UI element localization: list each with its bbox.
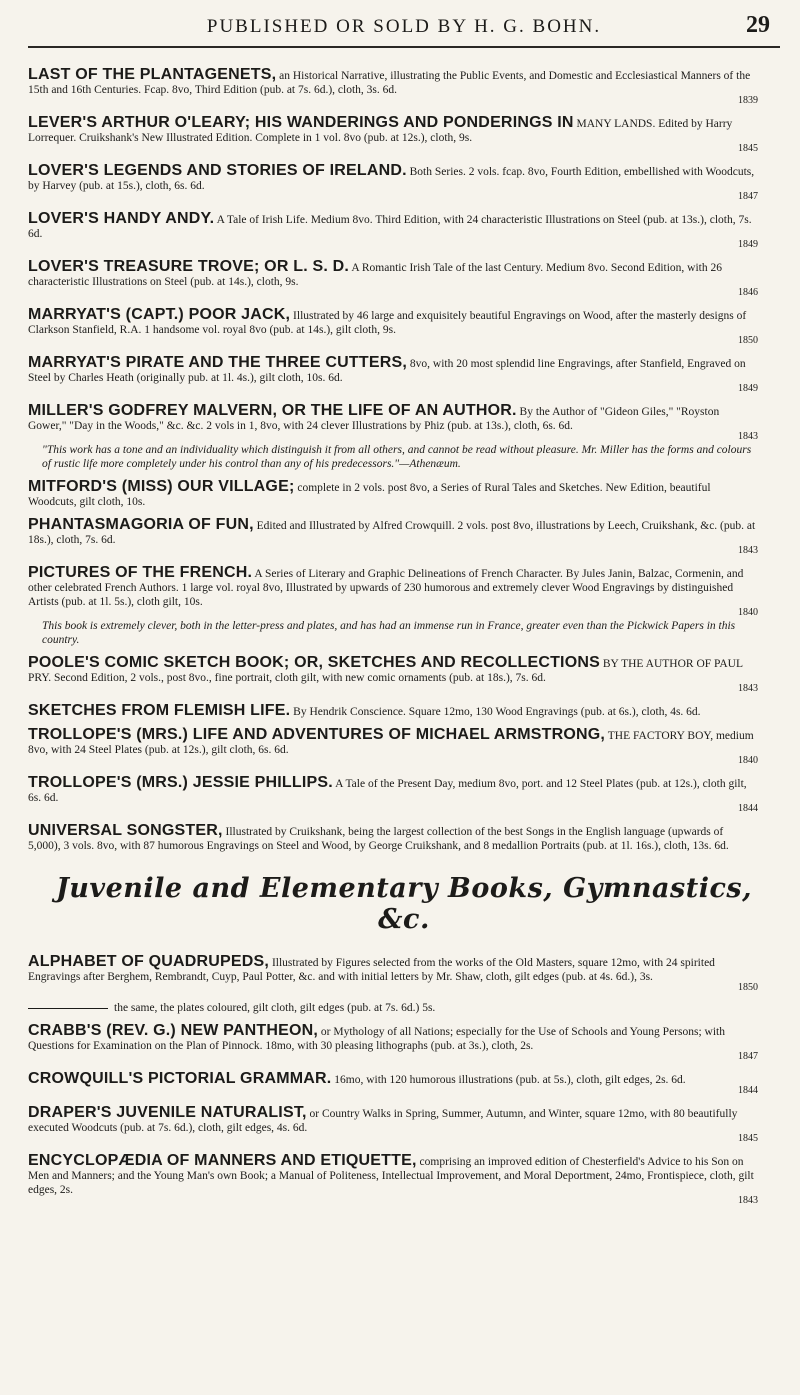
entry-text	[28, 953, 758, 984]
entry-text	[28, 1022, 758, 1053]
entry-date: 1843	[738, 683, 758, 694]
entry-description: or Mythology of all Nations; especially for the Use of Schools and Young Persons; with Questions for Examination on the Plan of Pinnock. 18mo, with 30 pleasing lithographs (pub. at 3s.), cloth, 2s.	[28, 1026, 725, 1052]
catalogue-entry	[28, 258, 780, 299]
entry-title: MARRYAT'S (CAPT.) POOR JACK,	[28, 306, 291, 323]
entry-title: CRABB'S (REV. G.) NEW PANTHEON,	[28, 1022, 319, 1039]
entry-title: LEVER'S ARTHUR O'LEARY; HIS WANDERINGS AND PONDERINGS IN	[28, 114, 574, 131]
entry-date: 1845	[738, 143, 758, 154]
entry-description: By Hendrik Conscience. Square 12mo, 130 Wood Engravings (pub. at 6s.), cloth, 4s. 6d.	[293, 706, 701, 718]
catalogue-entry	[28, 210, 780, 251]
entry-description: By the Author of "Gideon Giles," "Royston Gower," "Day in the Woods," &c. &c. 2 vols in 1, 8vo, with 24 clever Illustrations by Phiz (pub. at 13s.), cloth, 6s. 6d.	[28, 406, 720, 432]
running-head: PUBLISHED OR SOLD BY H. G. BOHN.	[206, 16, 602, 37]
entry-description: A Tale of Irish Life. Medium 8vo. Third Edition, with 24 characteristic Illustrations on Steel (pub. at 13s.), cloth, 7s. 6d.	[28, 214, 752, 240]
entry-title: MITFORD'S (MISS) OUR VILLAGE;	[28, 478, 295, 495]
entry-text	[28, 114, 758, 145]
entry-title: CROWQUILL'S PICTORIAL GRAMMAR.	[28, 1070, 332, 1087]
entry-date: 1849	[738, 383, 758, 394]
catalogue-entry	[28, 1152, 780, 1207]
entry-text	[28, 702, 758, 719]
entry-description: the same, the plates coloured, gilt cloth, gilt edges (pub. at 7s. 6d.) 5s.	[114, 1002, 436, 1014]
entry-text	[28, 726, 758, 757]
entry-text	[28, 654, 758, 685]
entry-text	[28, 306, 758, 337]
entry-title: TROLLOPE'S (MRS.) LIFE AND ADVENTURES OF MICHAEL ARMSTRONG,	[28, 726, 606, 743]
entry-description: A Series of Literary and Graphic Delineations of French Character. By Jules Janin, Balzac, Cormenin, and other celebrated French Authors. 1 large vol. royal 8vo, Illustrated by upwards of 230 humorous and extremely clever Wood Engravings by distinguished Artists (pub. at 1l. 5s.), cloth gilt, 10s.	[28, 568, 744, 608]
catalogue-entry	[28, 354, 780, 395]
entry-title: TROLLOPE'S (MRS.) JESSIE PHILLIPS.	[28, 774, 333, 791]
entry-description: MANY LANDS. Edited by Harry Lorrequer. Cruikshank's New Illustrated Edition. Complete in 1 vol. 8vo (pub. at 12s.), cloth, 9s.	[28, 118, 733, 144]
entry-description: BY THE AUTHOR OF PAUL PRY. Second Edition, 2 vols., post 8vo., fine portrait, cloth gilt, with new comic ornaments (pub. at 18s.), 7s. 6d.	[28, 658, 743, 684]
entry-description: Illustrated by 46 large and exquisitely beautiful Engravings on Wood, after the masterly designs of Clarkson Stanfield, R.A. 1 handsome vol. royal 8vo (pub. at 14s.), gilt cloth, 9s.	[28, 310, 747, 336]
entry-text	[28, 210, 758, 241]
catalogue-entries	[28, 66, 780, 853]
entry-description: 16mo, with 120 humorous illustrations (pub. at 5s.), cloth, gilt edges, 2s. 6d.	[334, 1074, 686, 1086]
entry-description: or Country Walks in Spring, Summer, Autumn, and Winter, square 12mo, with 80 beautifully executed Woodcuts (pub. at 7s. 6d.), cloth, gilt edges, 4s. 6d.	[28, 1108, 738, 1134]
entry-text	[28, 402, 758, 433]
catalogue-entry	[28, 822, 780, 853]
entry-date: 1847	[738, 191, 758, 202]
catalogue-entry	[28, 1070, 780, 1097]
catalogue-entry	[28, 478, 780, 509]
entry-title: MARRYAT'S PIRATE AND THE THREE CUTTERS,	[28, 354, 408, 371]
catalogue-entry	[28, 162, 780, 203]
entry-review-quote: "This work has a tone and an individuality which distinguish it from all others, and cannot be read without pleasure. Mr. Miller has the forms and colours of rustic life more completely under his control than any of his predecessors."—Athenæum.	[42, 444, 752, 470]
catalogue-entry	[28, 774, 780, 815]
entry-date: 1845	[738, 1133, 758, 1144]
entry-description: Edited and Illustrated by Alfred Crowquill. 2 vols. post 8vo, illustrations by Leech, Cruikshank, &c. (pub. at 18s.), cloth, 7s. 6d.	[28, 520, 756, 546]
entry-date: 1840	[738, 607, 758, 618]
entry-title: LAST OF THE PLANTAGENETS,	[28, 66, 277, 83]
entry-description: Illustrated by Cruikshank, being the largest collection of the best Songs in the English language (upwards of 5,000), 3 vols. 8vo, with 87 humorous Engravings on Steel and Wood, by George Cruikshank, and 8 medallion Portraits (pub. at 1l. 16s.), cloth, 13s. 6d.	[28, 826, 729, 852]
entry-title: MILLER'S GODFREY MALVERN, OR THE LIFE OF AN AUTHOR.	[28, 402, 517, 419]
entry-text	[28, 774, 758, 805]
catalogue-entry	[28, 306, 780, 347]
entry-date: 1840	[738, 755, 758, 766]
entry-date: 1847	[738, 1051, 758, 1062]
entry-description: A Tale of the Present Day, medium 8vo, port. and 12 Steel Plates (pub. at 12s.), cloth gilt, 6s. 6d.	[28, 778, 747, 804]
entry-description: complete in 2 vols. post 8vo, a Series of Rural Tales and Sketches. New Edition, beautiful Woodcuts, gilt cloth, 10s.	[28, 482, 711, 508]
entry-title: LOVER'S HANDY ANDY.	[28, 210, 215, 227]
entry-description: comprising an improved edition of Chesterfield's Advice to his Son on Men and Manners; and the Young Man's own Book; a Manual of Politeness, Intellectual Improvement, and Moral Deportment, 24mo, Frontispiece, cloth, gilt edges, 2s.	[28, 1156, 754, 1196]
entry-title: UNIVERSAL SONGSTER,	[28, 822, 223, 839]
catalogue-entry	[28, 1022, 780, 1063]
entry-description: THE FACTORY BOY, medium 8vo, with 24 Steel Plates (pub. at 12s.), gilt cloth, 6s. 6d.	[28, 730, 754, 756]
entry-date: 1843	[738, 431, 758, 442]
entry-text	[28, 1104, 758, 1135]
entry-review-quote: This book is extremely clever, both in the letter-press and plates, and has had an immense run in France, greater even than the Pickwick Papers in this country.	[42, 620, 736, 646]
entry-date: 1849	[738, 239, 758, 250]
entry-title: PICTURES OF THE FRENCH.	[28, 564, 253, 581]
entry-title: ALPHABET OF QUADRUPEDS,	[28, 953, 270, 970]
entry-text	[28, 162, 758, 193]
entry-description: A Romantic Irish Tale of the last Century. Medium 8vo. Second Edition, with 26 characteristic Illustrations on Steel (pub. at 14s.), cloth, 9s.	[28, 262, 722, 288]
section-heading: Juvenile and Elementary Books, Gymnastics, &c.	[55, 873, 753, 935]
entry-date: 1843	[738, 545, 758, 556]
ditto-rule	[28, 1008, 108, 1009]
entry-text	[28, 1152, 758, 1197]
catalogue-entry	[28, 702, 780, 719]
entry-description: an Historical Narrative, illustrating the Public Events, and Domestic and Ecclesiastical Manners of the 15th and 16th Centuries. Fcap. 8vo, Third Edition (pub. at 7s. 6d.), cloth, 3s. 6d.	[28, 70, 751, 96]
entry-title: POOLE'S COMIC SKETCH BOOK; OR, SKETCHES AND RECOLLECTIONS	[28, 654, 600, 671]
catalogue-entry	[28, 1001, 780, 1015]
catalogue-entry	[28, 564, 780, 647]
entry-text	[28, 258, 758, 289]
entry-title: PHANTASMAGORIA OF FUN,	[28, 516, 254, 533]
catalogue-entry	[28, 114, 780, 155]
entry-text	[28, 478, 758, 509]
entry-description: Both Series. 2 vols. fcap. 8vo, Fourth Edition, embellished with Woodcuts, by Harvey (pub. at 15s.), cloth, 6s. 6d.	[28, 166, 755, 192]
juvenile-entries	[28, 953, 780, 1207]
entry-text	[28, 66, 758, 97]
entry-description: 8vo, with 20 most splendid line Engravings, after Stanfield, Engraved on Steel by Charles Heath (originally pub. at 1l. 4s.), gilt cloth, 10s. 6d.	[28, 358, 746, 384]
entry-description: Illustrated by Figures selected from the works of the Old Masters, square 12mo, with 24 spirited Engravings after Berghem, Rembrandt, Cuyp, Paul Potter, &c. and with initial letters by Mr. Shaw, cloth, gilt edges (pub. at 4s. 6d.), 3s.	[28, 957, 715, 983]
page-header	[28, 6, 780, 48]
catalogue-entry	[28, 402, 780, 471]
entry-title: SKETCHES FROM FLEMISH LIFE.	[28, 702, 291, 719]
catalogue-entry	[28, 1104, 780, 1145]
catalogue-entry	[28, 726, 780, 767]
entry-date: 1844	[738, 803, 758, 814]
entry-text	[28, 564, 758, 609]
page-number: 29	[746, 12, 770, 38]
catalogue-entry	[28, 654, 780, 695]
catalogue-entry	[28, 66, 780, 107]
entry-title: DRAPER'S JUVENILE NATURALIST,	[28, 1104, 307, 1121]
entry-text	[28, 822, 758, 853]
entry-date: 1844	[738, 1085, 758, 1096]
catalogue-entry	[28, 953, 780, 994]
entry-date: 1850	[738, 982, 758, 993]
entry-date: 1843	[738, 1195, 758, 1206]
entry-text	[28, 1001, 758, 1015]
entry-date: 1839	[738, 95, 758, 106]
entry-text	[28, 1070, 758, 1087]
entry-date: 1846	[738, 287, 758, 298]
entry-date: 1850	[738, 335, 758, 346]
entry-title: LOVER'S TREASURE TROVE; OR L. S. D.	[28, 258, 350, 275]
catalogue-entry	[28, 516, 780, 557]
entry-title: LOVER'S LEGENDS AND STORIES OF IRELAND.	[28, 162, 407, 179]
entry-text	[28, 516, 758, 547]
entry-text	[28, 354, 758, 385]
entry-title: ENCYCLOPÆDIA OF MANNERS AND ETIQUETTE,	[28, 1152, 417, 1169]
